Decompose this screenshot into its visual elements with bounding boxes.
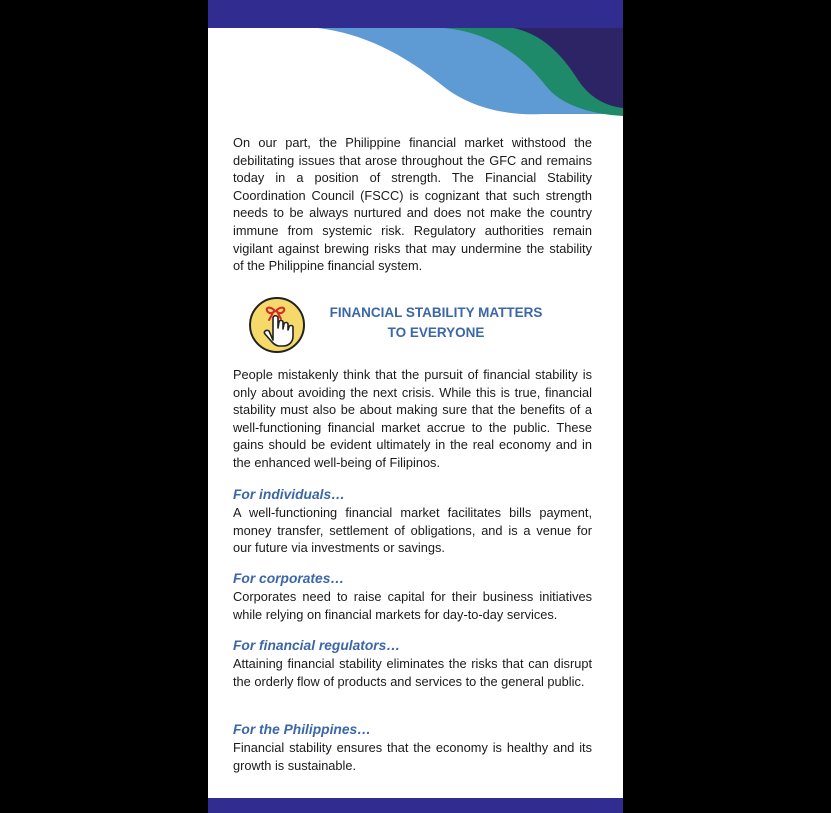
section-financial-regulators [233,637,592,690]
callout-title [316,303,556,343]
section-heading: For the Philippines… [233,722,371,737]
section-heading: For individuals… [233,487,345,502]
section-text: Financial stability ensures that the economy is healthy and its growth is sustainable. [233,740,592,773]
bottom-band [208,798,623,813]
header-wave-decoration [208,28,623,120]
section-text: Corporates need to raise capital for their business initiatives while relying on financial markets for day-to-day services. [233,589,592,622]
overview-paragraph: People mistakenly think that the pursuit of financial stability is only about avoiding the next crisis. While this is true, financial stability must also be about making sure that the benefits of a well-functioning financial market accrue to the public. These gains should be evident ultimately in the real economy and in the enhanced well-being of Filipinos. [233,367,592,470]
section-heading: For financial regulators… [233,638,401,653]
section-text: A well-functioning financial market facilitates bills payment, money transfer, settlement of obligations, and is a venue for our future via investments or savings. [233,505,592,556]
section-individuals [233,486,592,557]
top-band [208,0,623,28]
section-text: Attaining financial stability eliminates the risks that can disrupt the orderly flow of products and services to the general public. [233,656,592,689]
section-corporates [233,570,592,623]
callout-title-line1: FINANCIAL STABILITY MATTERS [329,305,543,320]
callout-title-line2: TO EVERYONE [387,325,485,340]
intro-paragraph: On our part, the Philippine financial market withstood the debilitating issues that arose throughout the GFC and remains today in a position of strength. The Financial Stability Coordination Council (FSCC) is cognizant that such strength needs to be always nurtured and does not make the country immune from systemic risk. Regulatory authorities remain vigilant against brewing risks that may undermine the stability of the Philippine financial system. [233,135,592,274]
pointing-hand-with-ribbon-icon [248,296,306,354]
section-heading: For corporates… [233,571,345,586]
brochure-page [208,0,623,813]
section-philippines [233,721,592,774]
